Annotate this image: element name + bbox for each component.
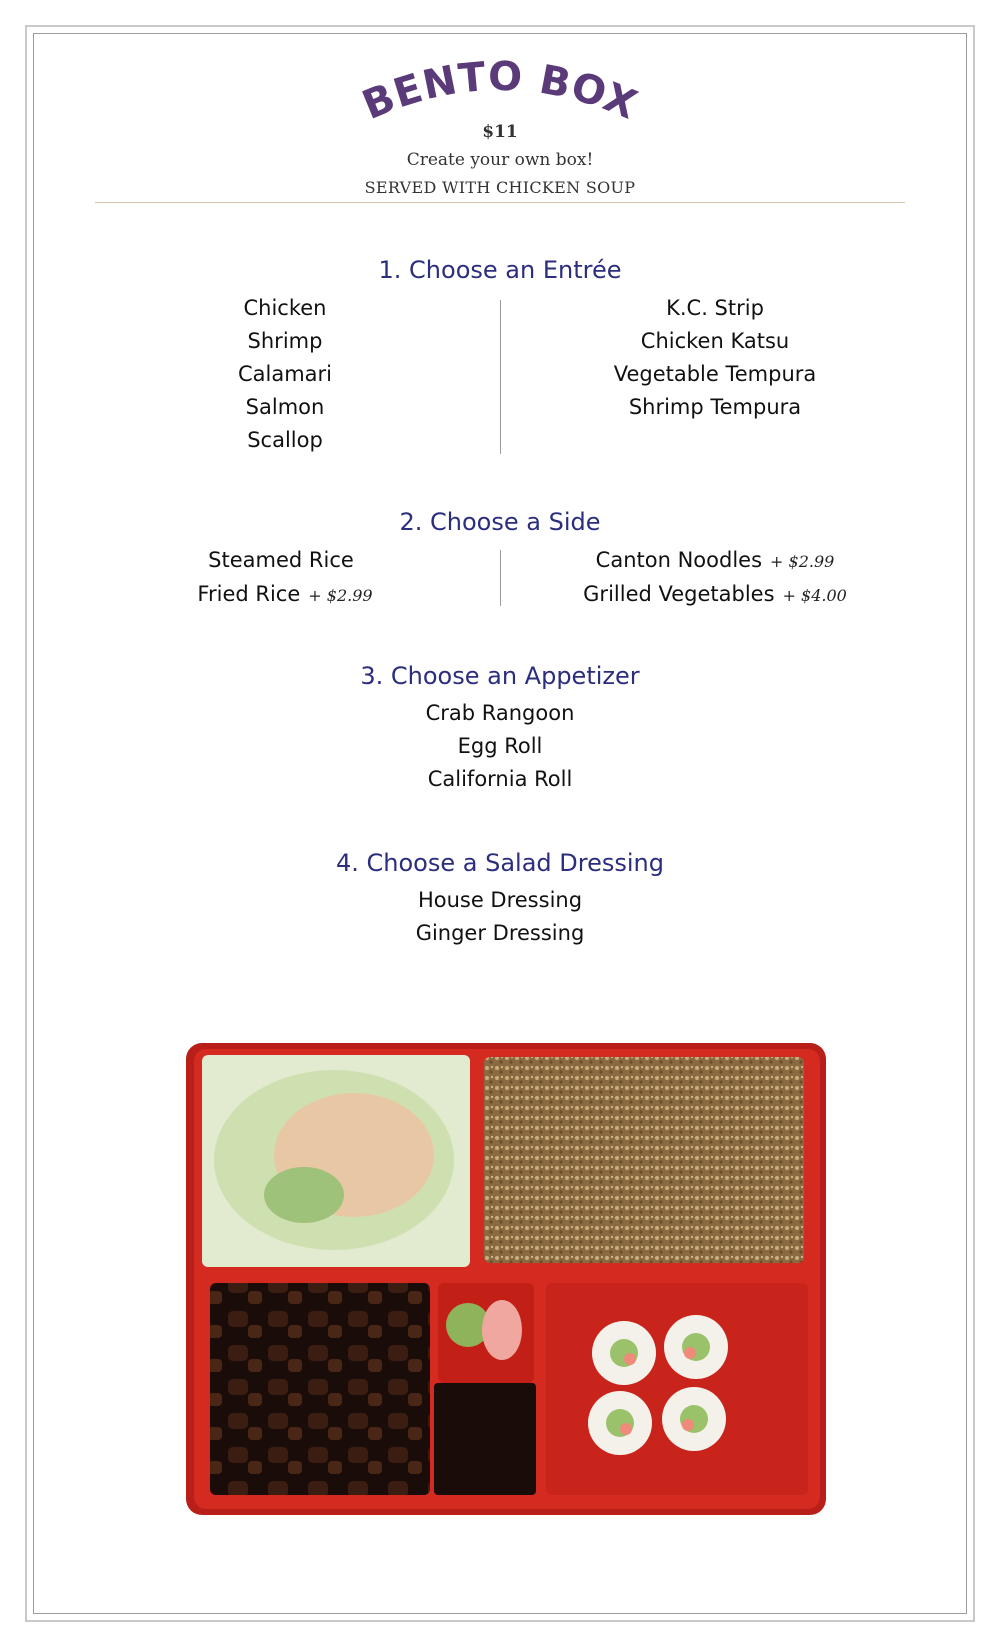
side-name: Canton Noodles	[595, 548, 763, 572]
box-price: $11	[482, 122, 518, 142]
tagline: Create your own box!	[406, 150, 594, 170]
list-item: Chicken	[243, 296, 327, 320]
list-item: Chicken Katsu	[640, 329, 790, 353]
side-addon-price: + $4.00	[782, 586, 847, 605]
side-list-left	[110, 544, 460, 612]
side-name: Steamed Rice	[208, 548, 354, 572]
fried-rice-compartment	[484, 1057, 804, 1263]
list-item	[520, 544, 910, 578]
list-item	[110, 578, 460, 612]
list-item: Shrimp Tempura	[628, 395, 802, 419]
list-item: Shrimp	[247, 329, 323, 353]
list-item: Crab Rangoon	[425, 701, 575, 725]
list-item: K.C. Strip	[666, 296, 764, 320]
list-item: Salmon	[245, 395, 325, 419]
menu-title-text: BENTO BOX	[356, 53, 644, 129]
side-name: Grilled Vegetables	[583, 582, 775, 606]
entree-list-right	[520, 292, 910, 424]
entree-list-left	[110, 292, 460, 457]
list-item: California Roll	[427, 767, 573, 791]
side-addon-price: + $2.99	[308, 586, 373, 605]
entree-column-divider	[500, 300, 501, 454]
section-title-dressing: 4. Choose a Salad Dressing	[336, 849, 664, 877]
list-item: Egg Roll	[457, 734, 543, 758]
list-item: House Dressing	[417, 888, 583, 912]
list-item: Calamari	[237, 362, 333, 386]
appetizer-list	[300, 697, 700, 796]
side-list-right	[520, 544, 910, 612]
svg-text:BENTO BOX	[356, 54, 644, 129]
list-item: Scallop	[247, 428, 323, 452]
sushi-compartment	[546, 1283, 808, 1495]
side-name: Fried Rice	[197, 582, 301, 606]
header-divider	[95, 202, 905, 203]
menu-title	[350, 40, 650, 130]
list-item: Ginger Dressing	[415, 921, 585, 945]
list-item	[110, 544, 460, 578]
section-title-entree: 1. Choose an Entrée	[378, 256, 622, 284]
side-column-divider	[500, 550, 501, 606]
served-with-note: SERVED WITH CHICKEN SOUP	[364, 178, 636, 197]
steak-compartment	[210, 1283, 430, 1495]
side-addon-price: + $2.99	[770, 552, 835, 571]
dressing-list	[300, 884, 700, 950]
section-title-side: 2. Choose a Side	[399, 508, 601, 536]
list-item	[520, 578, 910, 612]
bento-box-photo	[184, 1035, 834, 1535]
list-item: Vegetable Tempura	[613, 362, 817, 386]
section-title-appetizer: 3. Choose an Appetizer	[360, 662, 640, 690]
